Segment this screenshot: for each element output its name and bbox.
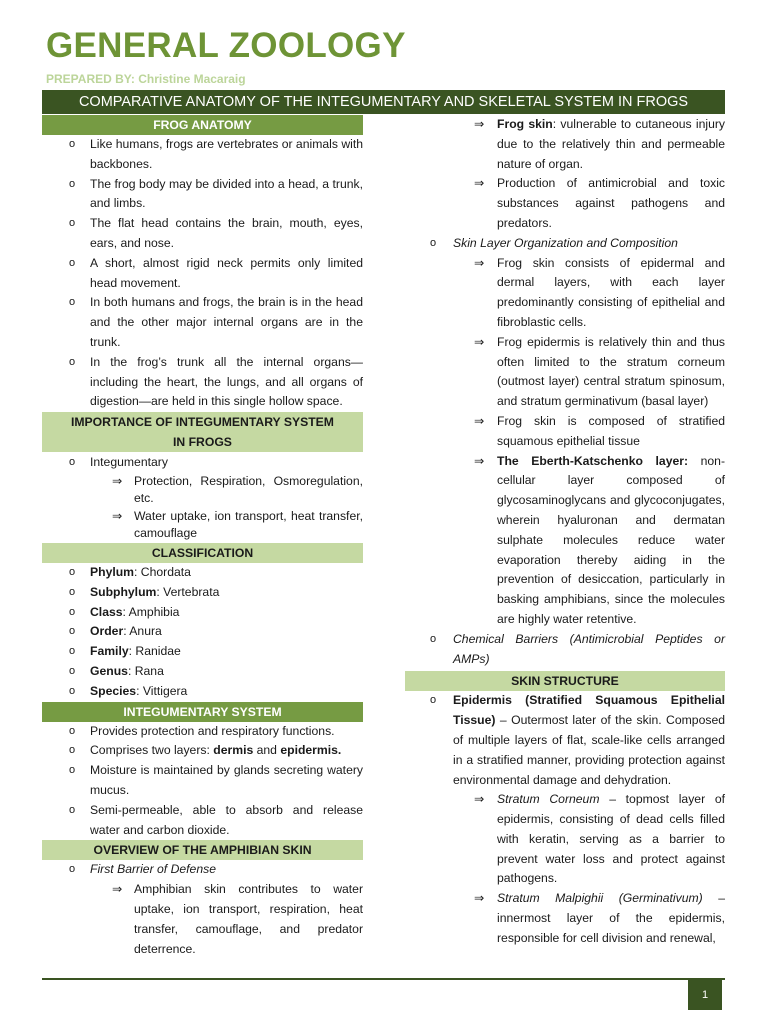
list-item: o Like humans, frogs are vertebrates or animals with backbones. [42, 135, 363, 175]
list-item: o Provides protection and respiratory functions. [42, 722, 363, 742]
list-item: o In both humans and frogs, the brain is in the head and the other major internal organs are in the trunk. [42, 293, 363, 352]
list-item: o Semi-permeable, able to absorb and release water and carbon dioxide. [42, 801, 363, 841]
sub-list-item: ⇒ Production of antimicrobial and toxic substances against pathogens and predators. [405, 174, 725, 233]
classification-value: : Ranidae [128, 644, 181, 659]
classification-label: Subphylum [90, 584, 157, 599]
section-heading-skin-structure: SKIN STRUCTURE [405, 671, 725, 691]
classification-value: : Vittigera [136, 683, 188, 698]
list-item: o Integumentary [42, 453, 363, 473]
classification-row [42, 563, 363, 583]
sub-list-item [405, 452, 725, 630]
bold-term: epidermis. [280, 743, 342, 758]
section-heading-overview: OVERVIEW OF THE AMPHIBIAN SKIN [42, 840, 363, 860]
classification-label: Family [90, 644, 129, 659]
bold-term: Epidermis (Stratified Squamous Epithelial Tissue) [453, 693, 725, 728]
document-title: GENERAL ZOOLOGY [46, 26, 406, 65]
section-heading-classification: CLASSIFICATION [42, 543, 363, 563]
text: and [253, 743, 281, 758]
list-item [42, 741, 363, 761]
list-item [405, 691, 725, 790]
prepared-by: PREPARED BY: Christine Macaraig [46, 72, 246, 86]
sub-list-item [405, 115, 725, 174]
text: : vulnerable to cutaneous injury due to the relatively thin and permeable nature of organ. [497, 117, 725, 171]
bold-term: Frog skin [497, 117, 553, 131]
italic-term: Stratum Malpighii (Germinativum) [497, 891, 703, 906]
classification-value: : Rana [127, 663, 164, 678]
footer-divider [42, 978, 725, 980]
classification-row [42, 603, 363, 623]
text: – innermost layer of the epidermis, responsible for cell division and renewal, [497, 891, 725, 945]
classification-row [42, 662, 363, 682]
bold-term: The Eberth-Katschenko layer: [497, 453, 689, 468]
classification-label: Class [90, 604, 123, 619]
list-item [42, 860, 363, 880]
italic-term: Stratum Corneum [497, 792, 600, 807]
right-column [405, 115, 725, 949]
classification-row [42, 622, 363, 642]
classification-value: : Vertebrata [156, 584, 220, 599]
list-item: o In the frog’s trunk all the internal organs—including the heart, the lungs, and all organs of digestion—are held in this single hollow space. [42, 353, 363, 412]
sub-list-item: ⇒ Frog skin is composed of stratified squamous epithelial tissue [405, 412, 725, 452]
list-item [405, 234, 725, 254]
classification-row [42, 642, 363, 662]
list-item: o A short, almost rigid neck permits only limited head movement. [42, 254, 363, 294]
classification-value: : Anura [123, 624, 162, 639]
list-item [405, 630, 725, 670]
classification-label: Genus [90, 663, 128, 678]
list-item: o Moisture is maintained by glands secreting watery mucus. [42, 761, 363, 801]
text: – Outermost later of the skin. Composed of multiple layers of flat, scale-like cells arranged in a stratified manner, providing protection against environmental damage and dehydration. [453, 713, 725, 787]
bold-term: dermis [213, 743, 254, 758]
section-heading-importance [42, 412, 363, 452]
heading-line: IMPORTANCE OF INTEGUMENTARY SYSTEM [71, 415, 334, 430]
text: non-cellular layer composed of glycosaminoglycans and glycoconjugates, wherein hyaluronan and dermatan sulphate molecules reduce water evaporation thereby aiding in the prevention of desiccation, particularly in basking amphibians, since the molecules are highly water retentive. [497, 453, 725, 626]
section-heading-integumentary: INTEGUMENTARY SYSTEM [42, 702, 363, 722]
heading-line: IN FROGS [173, 435, 232, 450]
list-item: o The flat head contains the brain, mouth, eyes, ears, and nose. [42, 214, 363, 254]
italic-text: First Barrier of Defense [90, 862, 216, 877]
sub-list-item [405, 889, 725, 948]
italic-text: Skin Layer Organization and Composition [453, 235, 678, 250]
sub-list-item: ⇒ Frog epidermis is relatively thin and thus often limited to the stratum corneum (outmost layer) central stratum spinosum, and stratum germinativum (basal layer) [405, 333, 725, 412]
sub-list-item: ⇒ Frog skin consists of epidermal and dermal layers, with each layer predominantly consisting of epithelial and fibroblastic cells. [405, 254, 725, 333]
page-number: 1 [688, 980, 722, 1010]
classification-value: : Amphibia [122, 604, 180, 619]
classification-row [42, 682, 363, 702]
classification-label: Order [90, 624, 124, 639]
text: Comprises two layers: [90, 743, 214, 758]
italic-text: Chemical Barriers (Antimicrobial Peptides or AMPs) [453, 631, 725, 666]
left-column [42, 115, 363, 959]
list-item: o The frog body may be divided into a head, a trunk, and limbs. [42, 175, 363, 215]
classification-label: Phylum [90, 564, 135, 579]
classification-value: : Chordata [134, 564, 191, 579]
section-heading-frog-anatomy: FROG ANATOMY [42, 115, 363, 135]
sub-list-item: ⇒ Protection, Respiration, Osmoregulation, etc. [42, 473, 363, 508]
classification-label: Species [90, 683, 137, 698]
topic-banner: COMPARATIVE ANATOMY OF THE INTEGUMENTARY AND SKELETAL SYSTEM IN FROGS [42, 90, 725, 114]
text: – topmost layer of epidermis, consisting of dead cells filled with keratin, serving as a barrier to prevent water loss and protect against pathogens. [497, 792, 725, 886]
sub-list-item [405, 790, 725, 889]
sub-list-item: ⇒ Water uptake, ion transport, heat transfer, camouflage [42, 508, 363, 543]
classification-row [42, 583, 363, 603]
sub-list-item: ⇒ Amphibian skin contributes to water uptake, ion transport, respiration, heat transfer, camouflage, and predator deterrence. [42, 880, 363, 959]
